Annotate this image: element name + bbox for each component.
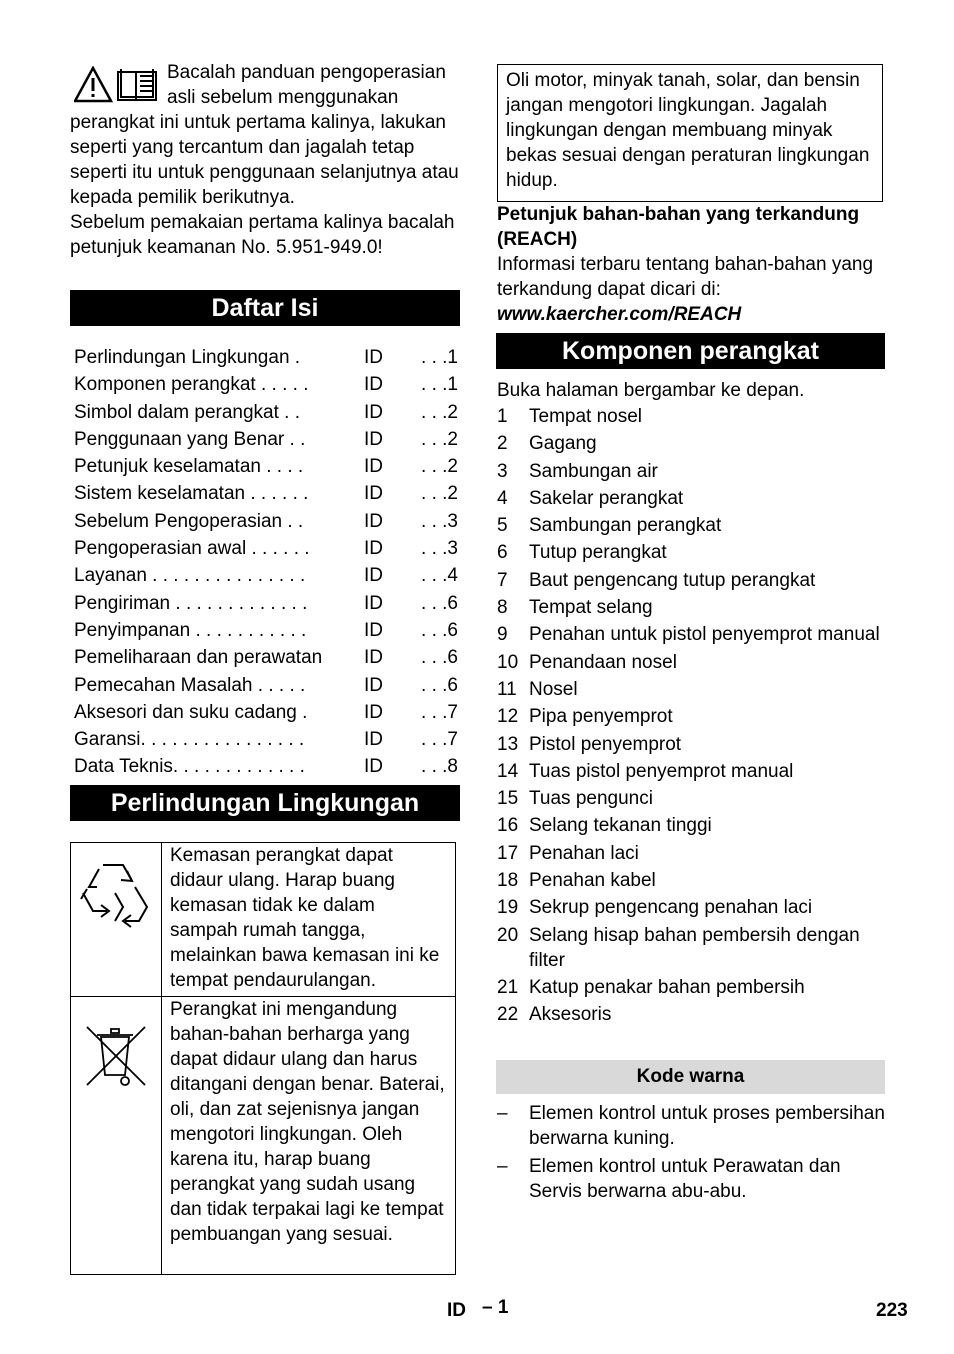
- component-label: Penahan laci: [529, 842, 639, 864]
- toc-entry-lang: ID: [364, 647, 383, 669]
- safety-note: Sebelum pemakaian pertama kalinya bacalah petunjuk keamanan No. 5.951-949.0!: [70, 212, 455, 258]
- component-item: [497, 431, 887, 456]
- component-label: Pistol penyemprot: [529, 733, 682, 755]
- component-item: [497, 786, 887, 811]
- toc-row[interactable]: [74, 454, 458, 481]
- component-label: Tuas pengunci: [529, 788, 653, 810]
- toc-row[interactable]: [74, 727, 458, 754]
- component-label: Tuas pistol penyemprot manual: [529, 760, 794, 782]
- recycle-icon-cell: [71, 843, 162, 997]
- toc-entry-lang: ID: [364, 428, 383, 450]
- toc-entry-title: Sistem keselamatan . . . . . .: [74, 483, 309, 505]
- component-item: [497, 975, 887, 1000]
- oil-notice-text: Oli motor, minyak tanah, solar, dan bensin jangan mengotori lingkungan. Jagalah lingkungan dengan membuang minyak bekas sesuai dengan peraturan lingkungan hidup.: [506, 70, 870, 191]
- toc-row[interactable]: [74, 400, 458, 427]
- component-number: 1: [497, 406, 508, 427]
- color-code-text: Elemen kontrol untuk Perawatan dan Servis berwarna abu-abu.: [529, 1156, 841, 1202]
- toc-entry-lang: ID: [364, 347, 383, 368]
- component-label: Penahan untuk pistol penyemprot manual: [529, 624, 880, 646]
- color-code-item: [497, 1101, 887, 1151]
- component-label: Penandaan nosel: [529, 651, 677, 673]
- component-label: Tutup perangkat: [529, 542, 667, 564]
- toc-entry-title: Perlindungan Lingkungan .: [74, 347, 301, 368]
- component-number: 6: [497, 542, 508, 564]
- component-item: [497, 568, 887, 593]
- component-label: Selang tekanan tinggi: [529, 815, 712, 837]
- toc-entry-title: Penggunaan yang Benar . .: [74, 428, 306, 450]
- footer-lang: ID: [447, 1300, 466, 1321]
- toc-row[interactable]: [74, 509, 458, 536]
- toc-row[interactable]: [74, 645, 458, 672]
- toc-entry-page: . . .4: [421, 565, 458, 587]
- toc-entry-title: Komponen perangkat . . . . .: [74, 374, 309, 396]
- toc-entry-lang: ID: [364, 756, 383, 778]
- component-number: 21: [497, 976, 519, 998]
- toc-entry-title: Pengiriman . . . . . . . . . . . . .: [74, 592, 308, 614]
- component-label: Sakelar perangkat: [529, 487, 684, 509]
- toc-row[interactable]: [74, 700, 458, 727]
- color-code-list: [497, 1101, 887, 1207]
- component-label: Aksesoris: [529, 1004, 612, 1026]
- toc-row[interactable]: [74, 372, 458, 399]
- toc-list: [74, 345, 458, 782]
- component-number: 15: [497, 788, 519, 810]
- intro-text: [70, 60, 460, 260]
- toc-entry-title: Aksesori dan suku cadang .: [74, 701, 308, 723]
- toc-entry-lang: ID: [364, 674, 383, 696]
- toc-entry-title: Sebelum Pengoperasian . .: [74, 510, 304, 532]
- toc-entry-lang: ID: [364, 374, 383, 396]
- component-item: [497, 841, 887, 866]
- toc-entry-page: . . .6: [421, 619, 458, 641]
- recycle-text: Kemasan perangkat dapat didaur ulang. Harap buang kemasan tidak ke dalam sampah rumah tangga, melainkan bawa kemasan ini ke tempat pendaurulangan.: [162, 843, 456, 997]
- color-code-item: [497, 1154, 887, 1204]
- footer-page-number: 223: [876, 1300, 908, 1321]
- toc-entry-page: . . .1: [421, 347, 458, 368]
- toc-entry-title: Pemeliharaan dan perawatan: [74, 647, 323, 669]
- toc-entry-page: . . .6: [421, 647, 458, 669]
- toc-entry-page: . . .1: [421, 374, 458, 396]
- component-label: Baut pengencang tutup perangkat: [529, 569, 816, 591]
- toc-entry-page: . . .3: [421, 538, 458, 560]
- crossed-bin-icon-cell: [71, 997, 162, 1275]
- component-item: [497, 813, 887, 838]
- toc-entry-page: . . .8: [421, 756, 458, 778]
- component-number: 2: [497, 433, 508, 455]
- environment-table: [70, 842, 456, 1275]
- component-number: 7: [497, 569, 508, 591]
- component-number: 13: [497, 733, 519, 755]
- component-label: Selang hisap bahan pembersih dengan filter: [529, 924, 860, 971]
- components-heading: Komponen perangkat: [496, 333, 885, 369]
- toc-entry-lang: ID: [364, 510, 383, 532]
- toc-row[interactable]: [74, 427, 458, 454]
- toc-entry-lang: ID: [364, 483, 383, 505]
- color-code-heading: Kode warna: [496, 1060, 885, 1094]
- oil-notice-box: [497, 64, 883, 202]
- component-item: [497, 704, 887, 729]
- component-label: Katup penakar bahan pembersih: [529, 976, 805, 998]
- component-label: Pipa penyemprot: [529, 706, 673, 728]
- component-number: 20: [497, 924, 519, 946]
- toc-entry-page: . . .2: [421, 401, 458, 423]
- footer-page-marker: – 1: [482, 1297, 509, 1318]
- toc-entry-page: . . .2: [421, 428, 458, 450]
- toc-entry-lang: ID: [364, 538, 383, 560]
- toc-row[interactable]: [74, 536, 458, 563]
- component-number: 19: [497, 897, 519, 919]
- components-intro: Buka halaman bergambar ke depan.: [497, 380, 805, 401]
- environment-heading: Perlindungan Lingkungan: [70, 785, 460, 821]
- toc-row[interactable]: [74, 591, 458, 618]
- component-item: [497, 732, 887, 757]
- toc-row[interactable]: [74, 481, 458, 508]
- component-item: [497, 459, 887, 484]
- toc-entry-title: Penyimpanan . . . . . . . . . . .: [74, 619, 307, 641]
- toc-entry-lang: ID: [364, 619, 383, 641]
- toc-entry-page: . . .2: [421, 483, 458, 505]
- bullet-dash: –: [497, 1103, 508, 1124]
- toc-entry-page: . . .6: [421, 674, 458, 696]
- toc-row[interactable]: [74, 673, 458, 700]
- reach-url-link[interactable]: www.kaercher.com/REACH: [497, 304, 742, 325]
- toc-entry-page: . . .6: [421, 592, 458, 614]
- component-item: [497, 923, 887, 973]
- component-number: 11: [497, 678, 517, 700]
- component-item: [497, 677, 887, 702]
- component-number: 4: [497, 487, 508, 509]
- intro-line-1: Bacalah panduan pengoperasian: [167, 62, 446, 83]
- component-label: Sambungan perangkat: [529, 515, 722, 537]
- components-list: [497, 378, 887, 1030]
- component-item: [497, 513, 887, 538]
- toc-row[interactable]: [74, 563, 458, 590]
- toc-entry-title: Garansi. . . . . . . . . . . . . . . .: [74, 729, 305, 751]
- toc-entry-lang: ID: [364, 592, 383, 614]
- toc-row[interactable]: [74, 618, 458, 645]
- toc-entry-lang: ID: [364, 729, 383, 751]
- component-item: [497, 868, 887, 893]
- reach-text: Informasi terbaru tentang bahan-bahan yang terkandung dapat dicari di:: [497, 254, 874, 300]
- intro-rest: perangkat ini untuk pertama kalinya, lakukan seperti yang tercantum dan jagalah tetap seperti itu untuk penggunaan selanjutnya atau kepada pemilik berikutnya.: [70, 112, 459, 208]
- toc-heading: Daftar Isi: [70, 290, 460, 326]
- component-item: [497, 759, 887, 784]
- toc-entry-page: . . .7: [421, 729, 458, 751]
- toc-entry-title: Simbol dalam perangkat . .: [74, 401, 301, 423]
- toc-entry-lang: ID: [364, 401, 383, 423]
- component-number: 5: [497, 515, 508, 537]
- component-number: 3: [497, 460, 508, 482]
- reach-heading: Petunjuk bahan-bahan yang terkandung (REACH): [497, 204, 860, 250]
- component-item: [497, 486, 887, 511]
- component-label: Penahan kabel: [529, 870, 656, 892]
- component-label: Tempat selang: [529, 597, 653, 619]
- reach-section: [497, 202, 887, 327]
- component-item: [497, 540, 887, 565]
- component-number: 10: [497, 651, 519, 673]
- toc-entry-lang: ID: [364, 456, 383, 478]
- component-label: Gagang: [529, 433, 597, 455]
- component-label: Tempat nosel: [529, 406, 643, 427]
- toc-row[interactable]: [74, 754, 458, 781]
- component-item: [497, 595, 887, 620]
- toc-entry-title: Layanan . . . . . . . . . . . . . . .: [74, 565, 306, 587]
- toc-entry-page: . . .7: [421, 701, 458, 723]
- recycle-icon: [71, 843, 161, 963]
- component-label: Sambungan air: [529, 460, 658, 482]
- component-number: 17: [497, 842, 519, 864]
- intro-line-2: asli sebelum menggunakan: [167, 87, 399, 108]
- component-number: 14: [497, 760, 519, 782]
- component-number: 8: [497, 597, 508, 619]
- component-label: Sekrup pengencang penahan laci: [529, 897, 813, 919]
- component-number: 9: [497, 624, 508, 646]
- toc-entry-title: Data Teknis. . . . . . . . . . . . .: [74, 756, 305, 778]
- toc-row[interactable]: [74, 345, 458, 372]
- component-number: 12: [497, 706, 519, 728]
- disposal-text: Perangkat ini mengandung bahan-bahan berharga yang dapat didaur ulang dan harus ditangani dengan benar. Baterai, oli, dan zat sejenisnya jangan mengotori lingkungan. Oleh karena itu, harap buang perangkat yang sudah usang dan tidak terpakai lagi ke tempat pembuangan yang sesuai.: [162, 997, 456, 1275]
- toc-entry-lang: ID: [364, 701, 383, 723]
- component-number: 18: [497, 870, 519, 892]
- bullet-dash: –: [497, 1156, 508, 1177]
- toc-entry-title: Pengoperasian awal . . . . . .: [74, 538, 310, 560]
- toc-entry-page: . . .2: [421, 456, 458, 478]
- component-number: 22: [497, 1004, 519, 1026]
- toc-entry-lang: ID: [364, 565, 383, 587]
- component-item: [497, 404, 887, 429]
- component-item: [497, 650, 887, 675]
- component-item: [497, 622, 887, 647]
- component-number: 16: [497, 815, 519, 837]
- toc-entry-page: . . .3: [421, 510, 458, 532]
- crossed-bin-icon: [71, 1011, 161, 1101]
- component-item: [497, 895, 887, 920]
- toc-entry-title: Petunjuk keselamatan . . . .: [74, 456, 304, 478]
- color-code-text: Elemen kontrol untuk proses pembersihan berwarna kuning.: [529, 1103, 885, 1149]
- toc-entry-title: Pemecahan Masalah . . . . .: [74, 674, 306, 696]
- component-label: Nosel: [529, 678, 578, 700]
- component-item: [497, 1002, 887, 1027]
